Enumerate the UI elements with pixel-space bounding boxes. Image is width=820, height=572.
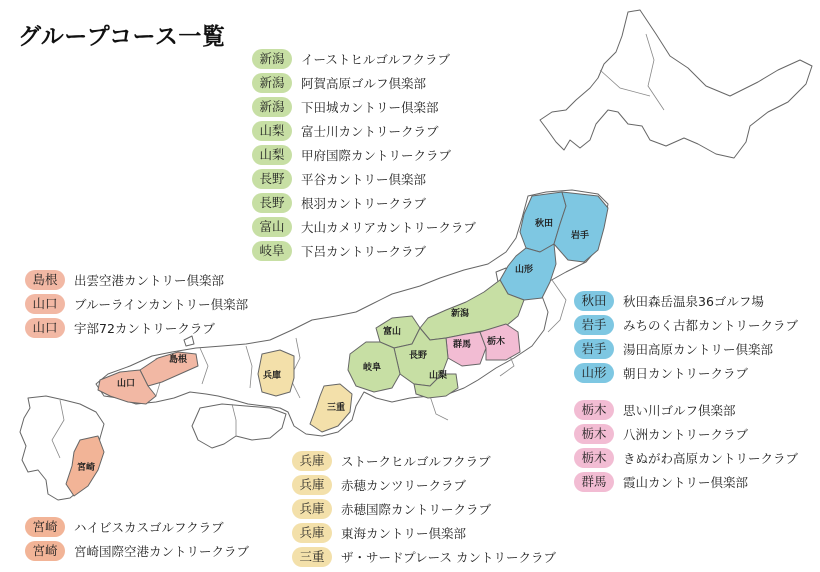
prefecture-badge: 栃木 [574,448,614,468]
course-row [252,71,476,95]
prefecture-badge: 新潟 [252,97,292,117]
course-name[interactable]: きぬがわ高原カントリークラブ [623,451,799,466]
course-row [574,446,798,470]
course-row [574,470,798,494]
course-row [252,143,476,167]
chugoku-course-list [25,268,248,340]
prefecture-badge: 兵庫 [292,499,332,519]
course-row [574,313,798,337]
prefecture-badge: 宮崎 [25,517,65,537]
course-name[interactable]: 霞山カントリー倶楽部 [623,475,749,490]
course-name[interactable]: 大山カメリアカントリークラブ [301,220,476,235]
map-label-yamagata: 山形 [514,265,534,275]
course-row [574,361,798,385]
course-name[interactable]: 赤穂国際カントリークラブ [341,502,492,517]
course-name[interactable]: 阿賀高原ゴルフ倶楽部 [301,76,427,91]
course-row [25,515,249,539]
map-label-gunma: 群馬 [452,340,472,350]
map-label-tochigi: 栃木 [486,337,506,347]
course-row [574,398,798,422]
prefecture-badge: 山口 [25,318,65,338]
map-label-gifu: 岐阜 [362,363,382,373]
map-label-mie: 三重 [326,403,346,413]
course-name[interactable]: 下呂カントリークラブ [301,244,427,259]
map-label-toyama: 富山 [382,327,402,337]
course-row [292,545,556,569]
prefecture-badge: 山形 [574,363,614,383]
prefecture-badge: 岩手 [574,315,614,335]
course-row [252,47,476,71]
map-label-yamanashi: 山梨 [428,371,448,381]
course-row [574,289,798,313]
course-row [252,191,476,215]
course-row [252,119,476,143]
course-row [292,521,556,545]
course-name[interactable]: ストークヒルゴルフクラブ [341,454,491,469]
course-name[interactable]: 宮崎国際空港カントリークラブ [74,544,250,559]
prefecture-badge: 富山 [252,217,292,237]
course-name[interactable]: 朝日カントリークラブ [623,366,749,381]
prefecture-badge: 岩手 [574,339,614,359]
course-name[interactable]: 富士川カントリークラブ [301,124,439,139]
course-name[interactable]: 甲府国際カントリークラブ [301,148,452,163]
course-name[interactable]: ブルーラインカントリー倶楽部 [74,297,249,312]
prefecture-badge: 山口 [25,294,65,314]
map-label-yamaguchi: 山口 [116,379,136,389]
hokkaido-shape [540,10,812,158]
map-label-nagano: 長野 [408,351,428,361]
prefecture-badge: 栃木 [574,400,614,420]
prefecture-badge: 山梨 [252,121,292,141]
course-row [292,449,556,473]
course-row [25,539,249,563]
course-name[interactable]: 平谷カントリー倶楽部 [301,172,427,187]
course-row [292,473,556,497]
prefecture-badge: 三重 [292,547,332,567]
course-row [292,497,556,521]
map-label-hyogo: 兵庫 [262,371,282,381]
map-label-akita: 秋田 [534,219,554,229]
prefecture-badge: 岐阜 [252,241,292,261]
course-name[interactable]: 秋田森岳温泉36ゴルフ場 [623,294,764,309]
course-name[interactable]: 赤穂カンツリークラブ [341,478,467,493]
map-label-iwate: 岩手 [570,231,590,241]
course-row [252,95,476,119]
course-row [574,422,798,446]
course-row [574,337,798,361]
course-name[interactable]: 東海カントリー倶楽部 [341,526,467,541]
course-name[interactable]: イーストヒルゴルフクラブ [301,52,451,67]
course-name[interactable]: みちのく古都カントリークラブ [623,318,799,333]
course-name[interactable]: 湯田高原カントリー倶楽部 [623,342,774,357]
prefecture-badge: 秋田 [574,291,614,311]
kyushu-course-list [25,515,249,563]
map-label-shimane: 島根 [168,355,188,365]
tohoku-course-list [574,289,798,385]
course-name[interactable]: 根羽カントリークラブ [301,196,427,211]
course-row [25,316,248,340]
course-name[interactable]: 下田城カントリー倶楽部 [301,100,439,115]
course-row [252,239,476,263]
course-name[interactable]: 八洲カントリークラブ [623,427,749,442]
prefecture-badge: 山梨 [252,145,292,165]
course-name[interactable]: 出雲空港カントリー倶楽部 [74,273,225,288]
prefecture-badge: 兵庫 [292,523,332,543]
shikoku-shape [192,404,286,448]
map-label-niigata: 新潟 [450,309,470,319]
prefecture-badge: 栃木 [574,424,614,444]
prefecture-badge: 長野 [252,193,292,213]
prefecture-badge: 兵庫 [292,451,332,471]
course-row [25,292,248,316]
prefecture-badge: 長野 [252,169,292,189]
prefecture-badge: 新潟 [252,73,292,93]
kanto-course-list [574,398,798,494]
prefecture-badge: 群馬 [574,472,614,492]
prefecture-badge: 島根 [25,270,65,290]
course-row [252,167,476,191]
map-label-miyazaki: 宮崎 [76,463,96,473]
course-name[interactable]: ハイビスカスゴルフクラブ [74,520,224,535]
chubu-course-list [252,47,476,263]
course-row [25,268,248,292]
course-name[interactable]: 宇部72カントリークラブ [74,321,215,336]
page-title: グループコース一覧 [18,24,226,50]
prefecture-badge: 兵庫 [292,475,332,495]
prefecture-badge: 宮崎 [25,541,65,561]
prefecture-badge: 新潟 [252,49,292,69]
kinki-course-list [292,449,556,569]
course-name[interactable]: ザ・サードプレース カントリークラブ [341,550,556,565]
course-row [252,215,476,239]
course-name[interactable]: 思い川ゴルフ倶楽部 [623,403,736,418]
